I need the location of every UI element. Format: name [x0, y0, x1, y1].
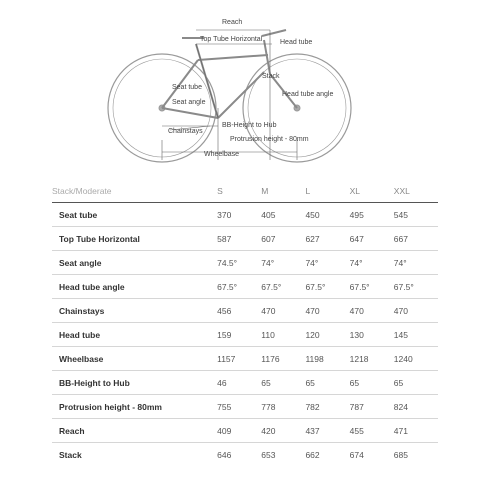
- row-value: 110: [261, 323, 305, 347]
- row-value: 495: [350, 203, 394, 227]
- row-value: 653: [261, 449, 276, 460]
- label-head-tube-angle: Head tube angle: [282, 91, 334, 98]
- size-header: M: [261, 180, 305, 203]
- row-value: 405: [261, 203, 305, 227]
- row-label: Top Tube Horizontal: [52, 227, 217, 251]
- row-value: 370: [217, 203, 261, 227]
- row-value: 65: [394, 371, 438, 395]
- table-row: [52, 227, 438, 251]
- row-value: 67.5°: [261, 275, 305, 299]
- row-label: Protrusion height - 80mm: [52, 395, 217, 419]
- row-value: 782: [305, 395, 349, 419]
- row-value: 437: [305, 419, 349, 443]
- row-value: 67.5°: [394, 275, 438, 299]
- bike-geometry-diagram: [0, 0, 500, 165]
- size-header: XXL: [394, 180, 438, 203]
- label-seat-angle: Seat angle: [172, 99, 206, 106]
- row-value: 471: [394, 419, 438, 443]
- label-bb-height: BB-Height to Hub: [222, 122, 277, 129]
- table-row: [52, 347, 438, 371]
- row-label: Head tube: [52, 323, 217, 347]
- row-value: 67.5°: [350, 275, 394, 299]
- row-value: 1240: [394, 347, 438, 371]
- row-value: 755: [217, 395, 261, 419]
- size-header: S: [217, 180, 261, 203]
- row-value: 470: [261, 299, 305, 323]
- row-value: 1198: [305, 347, 349, 371]
- row-value: 647: [350, 227, 394, 251]
- table-row: [52, 395, 438, 419]
- row-value: 587: [217, 227, 261, 251]
- label-chainstays: Chainstays: [168, 128, 203, 135]
- table-row: [52, 299, 438, 323]
- row-value: 409: [217, 419, 261, 443]
- row-label: Stack: [59, 449, 82, 460]
- table-row: [52, 203, 438, 227]
- size-header: XL: [350, 180, 394, 203]
- row-value: 74°: [394, 251, 438, 275]
- row-value: 607: [261, 227, 305, 251]
- row-value: 667: [394, 227, 438, 251]
- row-value: 74.5°: [217, 251, 261, 275]
- row-value: 65: [261, 371, 305, 395]
- row-value: 420: [261, 419, 305, 443]
- row-label: Chainstays: [52, 299, 217, 323]
- row-value: 159: [217, 323, 261, 347]
- row-value: 646: [217, 449, 232, 460]
- row-value: 46: [217, 371, 261, 395]
- row-value: 1218: [350, 347, 394, 371]
- row-label: Head tube angle: [52, 275, 217, 299]
- table-row: [52, 371, 438, 395]
- row-value: 674: [349, 449, 364, 460]
- label-stack: Stack: [262, 73, 280, 80]
- size-header: L: [305, 180, 349, 203]
- label-seat-tube: Seat tube: [172, 84, 202, 91]
- row-label: Seat angle: [52, 251, 217, 275]
- row-value: 65: [350, 371, 394, 395]
- row-value: 456: [217, 299, 261, 323]
- label-head-tube: Head tube: [280, 39, 313, 46]
- row-value: 74°: [261, 251, 305, 275]
- row-value: 450: [305, 203, 349, 227]
- row-value: 787: [350, 395, 394, 419]
- row-value: 1176: [261, 347, 305, 371]
- row-value: 470: [350, 299, 394, 323]
- row-value: 67.5°: [305, 275, 349, 299]
- row-value: 130: [350, 323, 394, 347]
- row-value: 824: [394, 395, 438, 419]
- row-value: 470: [394, 299, 438, 323]
- table-row: [52, 419, 438, 443]
- row-value: 74°: [305, 251, 349, 275]
- label-wheelbase: Wheelbase: [204, 151, 240, 158]
- row-value: 685: [393, 449, 408, 460]
- row-value: 145: [394, 323, 438, 347]
- label-top-tube: Top Tube Horizontal: [200, 36, 263, 43]
- row-label: Wheelbase: [52, 347, 217, 371]
- row-value: 470: [305, 299, 349, 323]
- geometry-table: [52, 180, 438, 466]
- row-value: 65: [305, 371, 349, 395]
- row-value: 455: [350, 419, 394, 443]
- table-row: [52, 275, 438, 299]
- row-label: Seat tube: [52, 203, 217, 227]
- corner-label: Stack/Moderate: [52, 180, 217, 203]
- row-value: 120: [305, 323, 349, 347]
- table-row: [52, 323, 438, 347]
- row-value: 74°: [350, 251, 394, 275]
- table-row: [52, 251, 438, 275]
- row-value: 67.5°: [217, 275, 261, 299]
- label-reach: Reach: [222, 19, 243, 26]
- row-value: 778: [261, 395, 305, 419]
- row-label: BB-Height to Hub: [52, 371, 217, 395]
- table-row: [52, 443, 438, 467]
- label-protrusion: Protrusion height - 80mm: [230, 136, 309, 143]
- row-value: 1157: [217, 347, 261, 371]
- row-value: 545: [394, 203, 438, 227]
- row-value: 627: [305, 227, 349, 251]
- row-value: 662: [305, 449, 320, 460]
- row-label: Reach: [52, 419, 217, 443]
- table-header-row: [52, 180, 438, 203]
